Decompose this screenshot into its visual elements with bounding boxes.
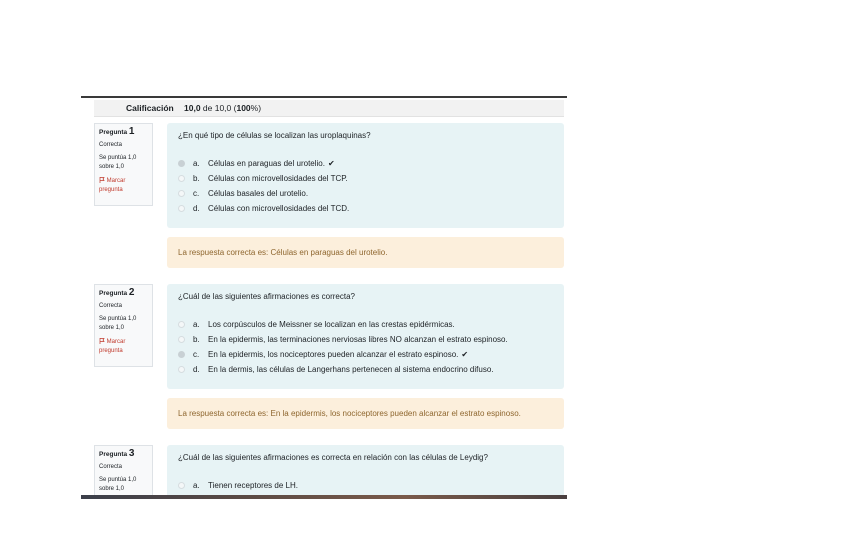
quiz-review-frame	[81, 96, 567, 499]
answer-option-a[interactable]	[178, 158, 335, 170]
answer-letter: b.	[193, 174, 200, 183]
answer-letter: c.	[193, 350, 200, 359]
flag-question-link[interactable]	[99, 177, 148, 195]
question-text: ¿Cuál de las siguientes afirmaciones es correcta en relación con las células de Leydig?	[178, 453, 488, 462]
bottom-edge-strip	[81, 495, 567, 499]
answer-letter: a.	[193, 481, 200, 490]
answer-option-a[interactable]	[178, 319, 455, 331]
answer-text: En la epidermis, las terminaciones nerviosas libres NO alcanzan el estrato espinoso.	[208, 335, 508, 344]
answer-text: Los corpúsculos de Meissner se localizan en las crestas epidérmicas.	[208, 320, 455, 329]
question-content-3	[167, 445, 564, 499]
radio-unselected[interactable]	[178, 366, 185, 373]
radio-selected[interactable]	[178, 351, 185, 358]
answer-option-d[interactable]	[178, 364, 494, 376]
flag-question-link[interactable]	[99, 338, 148, 356]
answer-letter: b.	[193, 335, 200, 344]
answer-letter: d.	[193, 204, 200, 213]
question-state: Correcta	[99, 142, 123, 148]
question-grade-line2: sobre 1,0	[99, 325, 125, 331]
answer-letter: d.	[193, 365, 200, 374]
radio-unselected[interactable]	[178, 175, 185, 182]
radio-unselected[interactable]	[178, 321, 185, 328]
grade-value: 10,0 de 10,0 (100%)	[184, 103, 262, 113]
flag-label-line1: Marcar	[106, 339, 126, 345]
answer-text: Células basales del urotelio.	[208, 189, 309, 198]
question-label: Pregunta	[99, 290, 128, 297]
question-number: 3	[128, 448, 135, 459]
question-grade-line1: Se puntúa 1,0	[99, 155, 137, 161]
answer-option-c[interactable]	[178, 188, 308, 200]
correct-check-icon: ✔	[461, 350, 469, 359]
answer-text: En la dermis, las células de Langerhans pertenecen al sistema endocrino difuso.	[208, 365, 494, 374]
question-state: Correcta	[99, 464, 123, 470]
question-text: ¿Cuál de las siguientes afirmaciones es correcta?	[178, 292, 355, 301]
flag-label-line1: Marcar	[106, 178, 126, 184]
question-content-2	[167, 284, 564, 389]
correct-check-icon: ✔	[327, 159, 335, 168]
question-number: 1	[128, 126, 135, 137]
question-grade-line1: Se puntúa 1,0	[99, 316, 137, 322]
question-info-2	[94, 284, 153, 367]
answer-option-b[interactable]	[178, 334, 508, 346]
question-grade-line2: sobre 1,0	[99, 164, 125, 170]
question-label: Pregunta	[99, 129, 128, 136]
question-info-1	[94, 123, 153, 206]
radio-unselected[interactable]	[178, 190, 185, 197]
answer-letter: c.	[193, 189, 200, 198]
correct-answer-feedback-1: La respuesta correcta es: Células en paraguas del urotelio.	[167, 237, 564, 268]
answer-option-b[interactable]	[178, 173, 348, 185]
radio-unselected[interactable]	[178, 336, 185, 343]
radio-unselected[interactable]	[178, 482, 185, 489]
answer-letter: a.	[193, 320, 200, 329]
radio-unselected[interactable]	[178, 205, 185, 212]
answer-text: Células con microvellosidades del TCP.	[208, 174, 348, 183]
answer-letter: a.	[193, 159, 200, 168]
flag-label-line2: pregunta	[99, 187, 123, 193]
question-info-3	[94, 445, 153, 499]
question-text: ¿En qué tipo de células se localizan las uroplaquinas?	[178, 131, 371, 140]
question-label: Pregunta	[99, 451, 128, 458]
grade-summary-row	[94, 100, 564, 117]
answer-text: Células en paraguas del urotelio.	[208, 159, 325, 168]
radio-selected[interactable]	[178, 160, 185, 167]
answer-text: Tienen receptores de LH.	[208, 481, 298, 490]
question-state: Correcta	[99, 303, 123, 309]
grade-label: Calificación	[126, 103, 174, 113]
correct-answer-feedback-2: La respuesta correcta es: En la epidermis, los nociceptores pueden alcanzar el estrato espinoso.	[167, 398, 564, 429]
question-content-1	[167, 123, 564, 228]
answer-option-a[interactable]	[178, 480, 298, 492]
question-number: 2	[128, 287, 135, 298]
answer-text: Células con microvellosidades del TCD.	[208, 204, 350, 213]
answer-option-c[interactable]	[178, 349, 468, 361]
answer-option-d[interactable]	[178, 203, 349, 215]
answer-text: En la epidermis, los nociceptores pueden alcanzar el estrato espinoso.	[208, 350, 459, 359]
question-grade-line2: sobre 1,0	[99, 486, 125, 492]
top-divider	[81, 96, 567, 98]
flag-icon	[99, 177, 105, 183]
flag-label-line2: pregunta	[99, 348, 123, 354]
question-grade-line1: Se puntúa 1,0	[99, 477, 137, 483]
flag-icon	[99, 338, 105, 344]
